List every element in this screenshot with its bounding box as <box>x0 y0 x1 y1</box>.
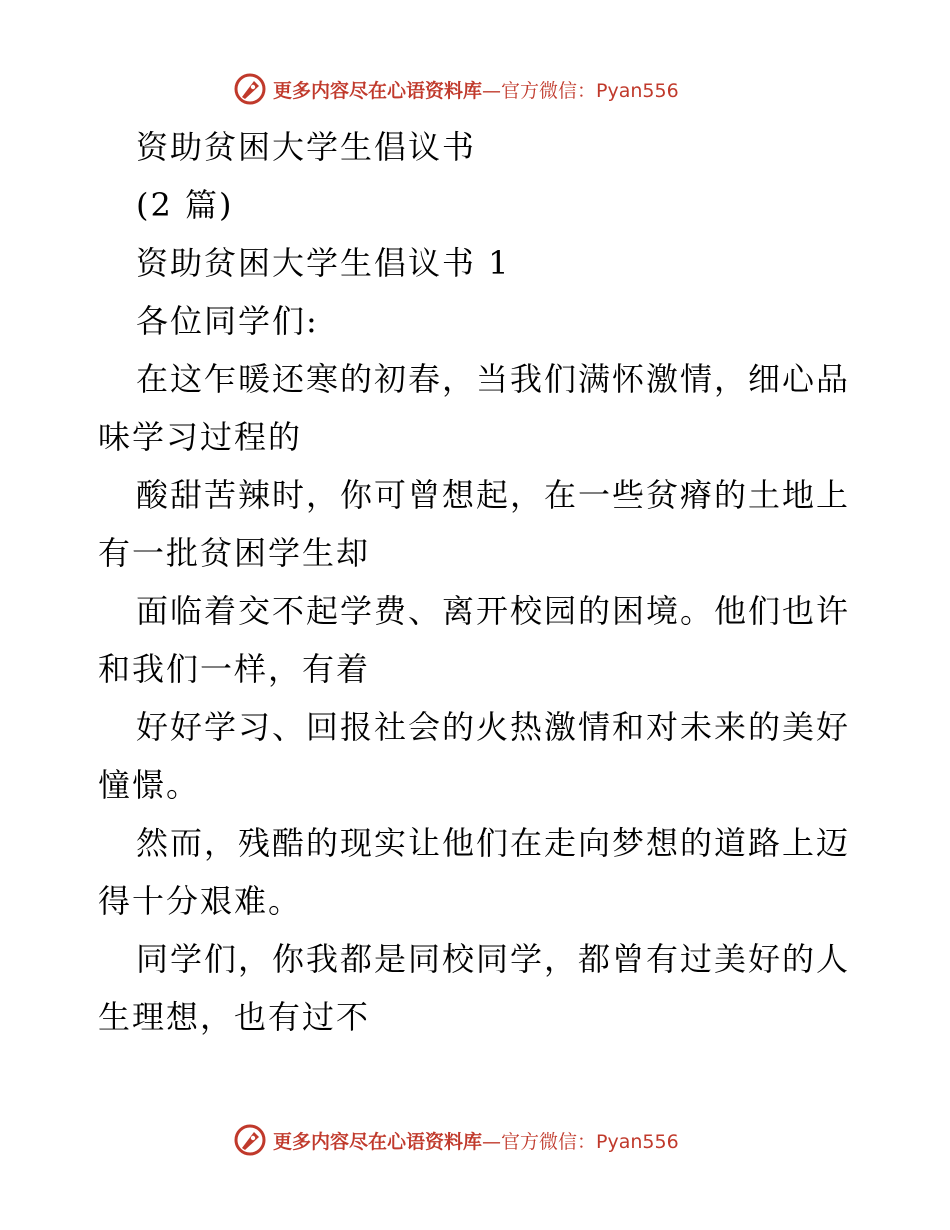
watermark-wechat-label: 官方微信： <box>501 79 597 102</box>
salutation: 各位同学们: <box>136 302 319 340</box>
watermark-wechat-handle: Pyan556 <box>596 1130 679 1153</box>
document-body <box>98 118 860 1046</box>
watermark-separator: — <box>482 1130 502 1153</box>
watermark-brand-text: 更多内容尽在心语资料库 <box>273 1130 483 1153</box>
footer-watermark-banner <box>233 1123 753 1157</box>
watermark-wechat-label: 官方微信： <box>501 1130 597 1153</box>
watermark-text <box>273 1127 679 1154</box>
watermark-brand-text: 更多内容尽在心语资料库 <box>273 79 483 102</box>
body-paragraph: 在这乍暖还寒的初春，当我们满怀激情，细心品味学习过程的 <box>98 360 851 456</box>
document-subtitle: (2 篇) <box>136 186 234 224</box>
watermark-text <box>273 76 679 103</box>
body-paragraph: 然而，残酷的现实让他们在走向梦想的道路上迈得十分艰难。 <box>98 824 851 920</box>
body-paragraph: 面临着交不起学费、离开校园的困境。他们也许和我们一样，有着 <box>98 592 851 688</box>
document-title: 资助贫困大学生倡议书 <box>136 128 477 166</box>
body-paragraph: 酸甜苦辣时，你可曾想起，在一些贫瘠的土地上有一批贫困学生却 <box>98 476 851 572</box>
body-paragraph: 同学们，你我都是同校同学，都曾有过美好的人生理想，也有过不 <box>98 940 851 1036</box>
header-watermark-banner <box>233 72 753 106</box>
body-paragraph: 好好学习、回报社会的火热激情和对未来的美好憧憬。 <box>98 708 851 804</box>
pen-nib-logo-icon <box>233 72 267 106</box>
watermark-separator: — <box>482 79 502 102</box>
article-heading: 资助贫困大学生倡议书 1 <box>136 244 511 282</box>
pen-nib-logo-icon <box>233 1123 267 1157</box>
watermark-wechat-handle: Pyan556 <box>596 79 679 102</box>
